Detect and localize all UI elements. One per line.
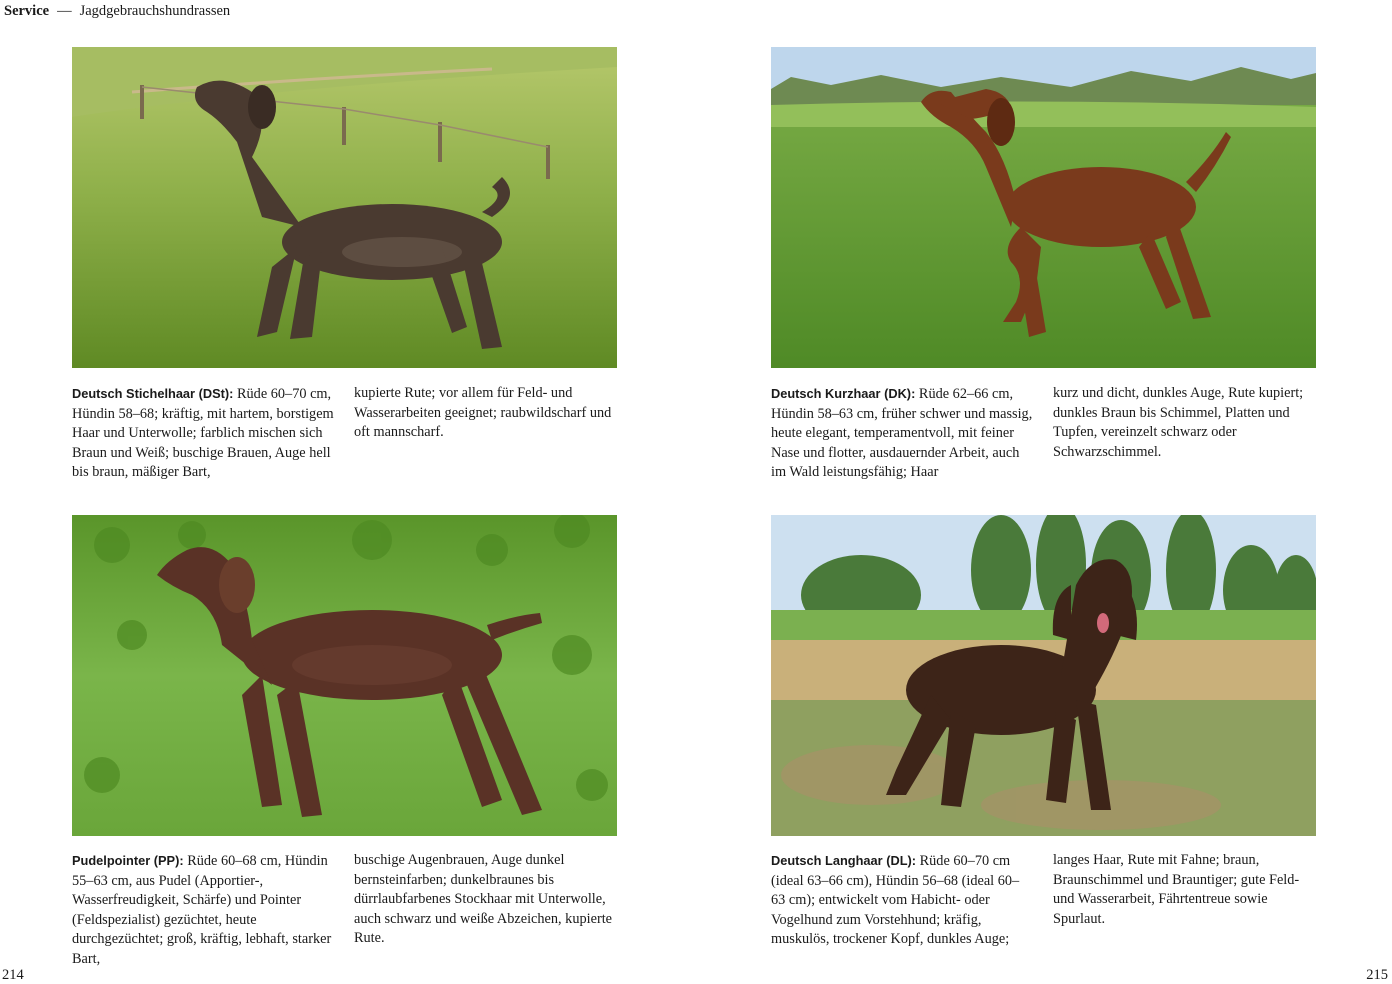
caption-deutsch-langhaar-col1 bbox=[771, 851, 1033, 950]
breed-name: Deutsch Kurzhaar (DK): bbox=[771, 386, 916, 401]
caption-text: Rüde 60–70 cm, Hündin 58–68; kräftig, mit hartem, borstigem Haar und Unterwolle; farblich mischen sich Braun und Weiß; buschige Brauen, Auge hell bis braun, mäßiger Bart, bbox=[72, 386, 334, 481]
caption-text: Rüde 62–66 cm, Hündin 58–63 cm, früher schwer und massig, heute elegant, temperamentvoll, mit feiner Nase und flotter, ausdauernder Arbeit, auch im Wald leistungsfähig; Haar bbox=[771, 386, 1033, 481]
breed-name: Pudelpointer (PP): bbox=[72, 853, 184, 868]
photo-deutsch-langhaar bbox=[771, 515, 1316, 836]
caption-pudelpointer-col1 bbox=[72, 851, 334, 970]
wirehaired-pointer-photo bbox=[72, 47, 617, 368]
shorthaired-pointer-photo bbox=[771, 47, 1316, 368]
photo-deutsch-stichelhaar bbox=[72, 47, 617, 368]
caption-deutsch-langhaar-col2: langes Haar, Rute mit Fahne; braun, Braunschimmel und Brauntiger; gute Feld- und Wasserarbeit, Fährtentreue sowie Spurlaut. bbox=[1053, 852, 1300, 927]
caption-deutsch-stichelhaar-col2: kupierte Rute; vor allem für Feld- und Wasserarbeiten geeignet; raubwildscharf und oft mannscharf. bbox=[354, 385, 612, 441]
page-number-left: 214 bbox=[2, 967, 24, 983]
caption-text: Rüde 60–68 cm, Hündin 55–63 cm, aus Pudel (Apportier-, Wasserfreudigkeit, Schärfe) und Pointer (Feldspezialist) gezüchtet, heute durchgezüchtet; groß, kräftig, lebhaft, starker Bart, bbox=[72, 853, 332, 967]
running-header bbox=[4, 1, 230, 21]
caption-deutsch-kurzhaar-col2: kurz und dicht, dunkles Auge, Rute kupiert; dunkles Braun bis Schimmel, Platten und Tupfen, vereinzelt schwarz oder Schwarzschimmel. bbox=[1053, 385, 1304, 460]
caption-text: Rüde 60–70 cm (ideal 63–66 cm), Hündin 56–68 (ideal 60–63 cm); entwickelt vom Habicht- oder Vogelhund zum Vorstehhund; kräfig, muskulös, trockener Kopf, dunkles Auge; bbox=[771, 853, 1020, 948]
caption-deutsch-stichelhaar-col1 bbox=[72, 384, 334, 483]
pudelpointer-photo bbox=[72, 515, 617, 836]
breed-name: Deutsch Stichelhaar (DSt): bbox=[72, 386, 234, 401]
header-title: Jagdgebrauchshundrassen bbox=[79, 3, 231, 19]
caption-pudelpointer-col2: buschige Augenbrauen, Auge dunkel bernsteinfarben; dunkelbraunes bis dürrlaubfarbenes Stockhaar mit Unterwolle, auch schwarz und weiße Abzeichen, kupierte Rute. bbox=[354, 852, 613, 947]
caption-deutsch-kurzhaar-col1 bbox=[771, 384, 1033, 483]
photo-pudelpointer bbox=[72, 515, 617, 836]
page-number-right: 215 bbox=[1366, 967, 1388, 983]
photo-deutsch-kurzhaar bbox=[771, 47, 1316, 368]
longhaired-pointer-photo bbox=[771, 515, 1316, 836]
header-section: Service bbox=[4, 3, 50, 19]
header-separator: — bbox=[57, 3, 72, 19]
breed-name: Deutsch Langhaar (DL): bbox=[771, 853, 917, 868]
